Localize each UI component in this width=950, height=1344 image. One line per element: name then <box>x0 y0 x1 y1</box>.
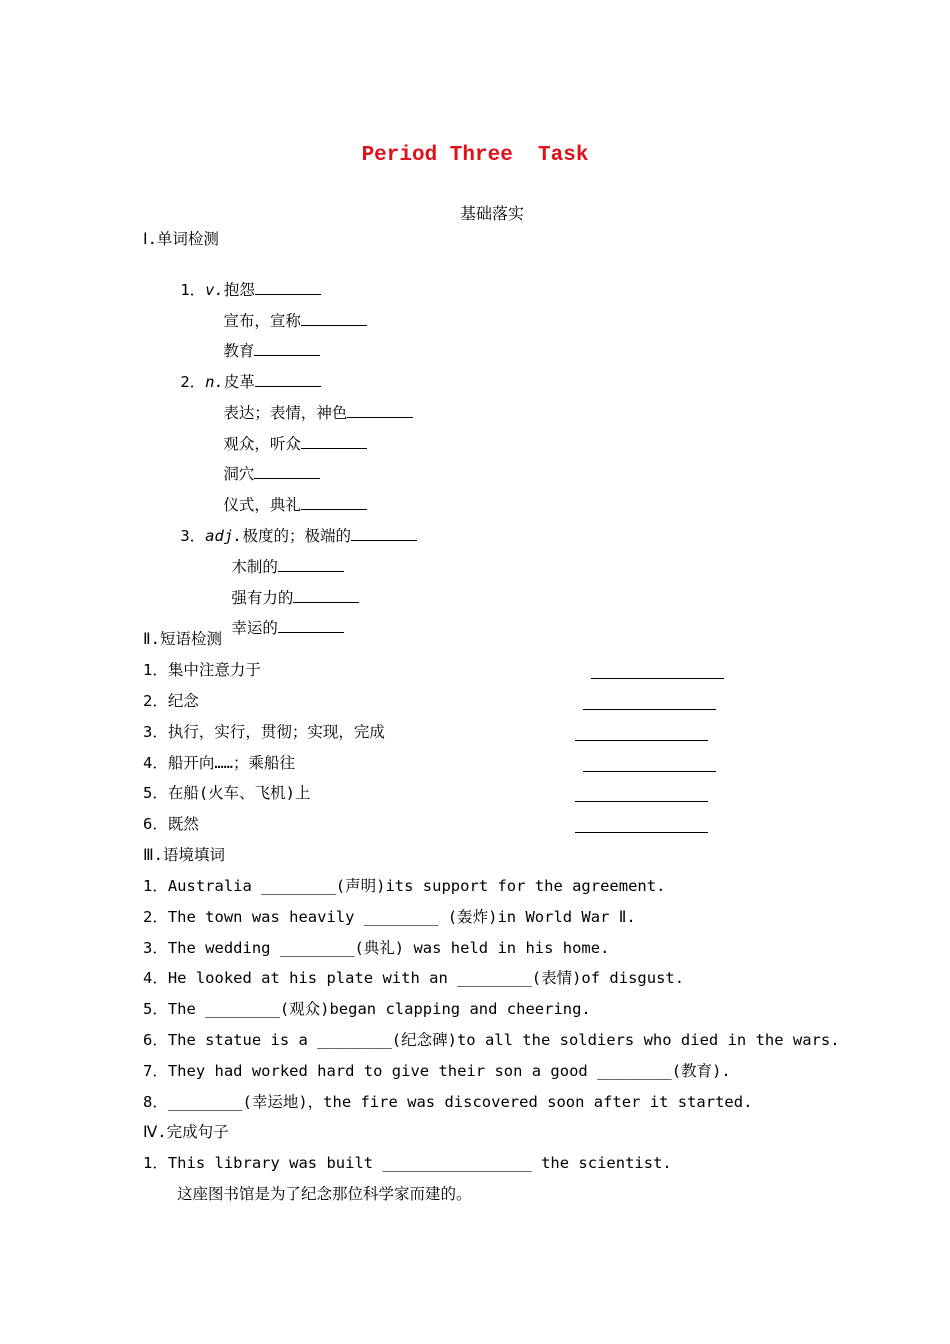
sentence-item: 1．This library was built ________________ the scientist. <box>143 1154 672 1172</box>
sentence-item: 5．The ________(观众)began clapping and cheering. <box>143 1000 591 1018</box>
section-2-heading: Ⅱ.短语检测 <box>143 630 222 648</box>
item-number: 3． <box>180 527 206 545</box>
part-of-speech: n. <box>205 373 224 391</box>
word-item <box>194 598 344 658</box>
phrase-item: 6．既然 <box>143 815 199 833</box>
page-subtitle: 基础落实 <box>459 204 524 223</box>
part-of-speech: adj. <box>205 527 243 545</box>
sentence-item: 6．The statue is a ________(纪念碑)to all the soldiers who died in the wars. <box>143 1031 840 1049</box>
word-meaning: 皮革 <box>223 373 255 391</box>
phrase-item: 4．船开向……；乘船往 <box>143 754 295 772</box>
answer-blank[interactable] <box>351 526 417 541</box>
sentence-item: 3．The wedding ________(典礼) was held in his home. <box>143 939 610 957</box>
sentence-translation: 这座图书馆是为了纪念那位科学家而建的。 <box>177 1185 472 1203</box>
answer-blank[interactable] <box>575 800 708 802</box>
word-meaning: 木制的 <box>231 558 278 576</box>
word-meaning: 幸运的 <box>231 619 278 637</box>
word-meaning: 表达；表情，神色 <box>223 404 348 422</box>
answer-blank[interactable] <box>575 739 708 741</box>
part-of-speech: v. <box>205 281 224 299</box>
item-number: 1． <box>180 281 206 299</box>
word-meaning: 抱怨 <box>223 281 255 299</box>
sentence-item: 2．The town was heavily ________ (轰炸)in World War Ⅱ. <box>143 908 636 926</box>
word-meaning: 宣布，宣称 <box>223 312 301 330</box>
word-meaning: 强有力的 <box>231 589 294 607</box>
section-1-heading: Ⅰ.单词检测 <box>143 230 219 248</box>
answer-blank[interactable] <box>278 618 344 633</box>
section-3-heading: Ⅲ.语境填词 <box>143 846 226 864</box>
phrase-item: 1．集中注意力于 <box>143 661 261 679</box>
answer-blank[interactable] <box>583 770 716 772</box>
sentence-item: 8．________(幸运地)，the fire was discovered soon after it started. <box>143 1093 753 1111</box>
word-meaning: 极度的；极端的 <box>242 527 352 545</box>
item-number: 2． <box>180 373 206 391</box>
phrase-item: 5．在船(火车、飞机)上 <box>143 784 311 802</box>
word-meaning: 仪式，典礼 <box>223 496 301 514</box>
answer-blank[interactable] <box>583 708 716 710</box>
answer-blank[interactable] <box>575 831 708 833</box>
phrase-item: 3．执行，实行，贯彻；实现，完成 <box>143 723 385 741</box>
section-4-heading: Ⅳ.完成句子 <box>143 1123 229 1141</box>
page-title: Period Three Task <box>361 144 589 167</box>
sentence-item: 4．He looked at his plate with an ________(表情)of disgust. <box>143 969 685 987</box>
word-meaning: 教育 <box>223 342 255 360</box>
sentence-item: 1．Australia ________(声明)its support for the agreement. <box>143 877 666 895</box>
word-meaning: 观众，听众 <box>223 435 301 453</box>
sentence-item: 7．They had worked hard to give their son a good ________(教育). <box>143 1062 731 1080</box>
answer-blank[interactable] <box>591 677 724 679</box>
phrase-item: 2．纪念 <box>143 692 199 710</box>
word-meaning: 洞穴 <box>223 465 255 483</box>
